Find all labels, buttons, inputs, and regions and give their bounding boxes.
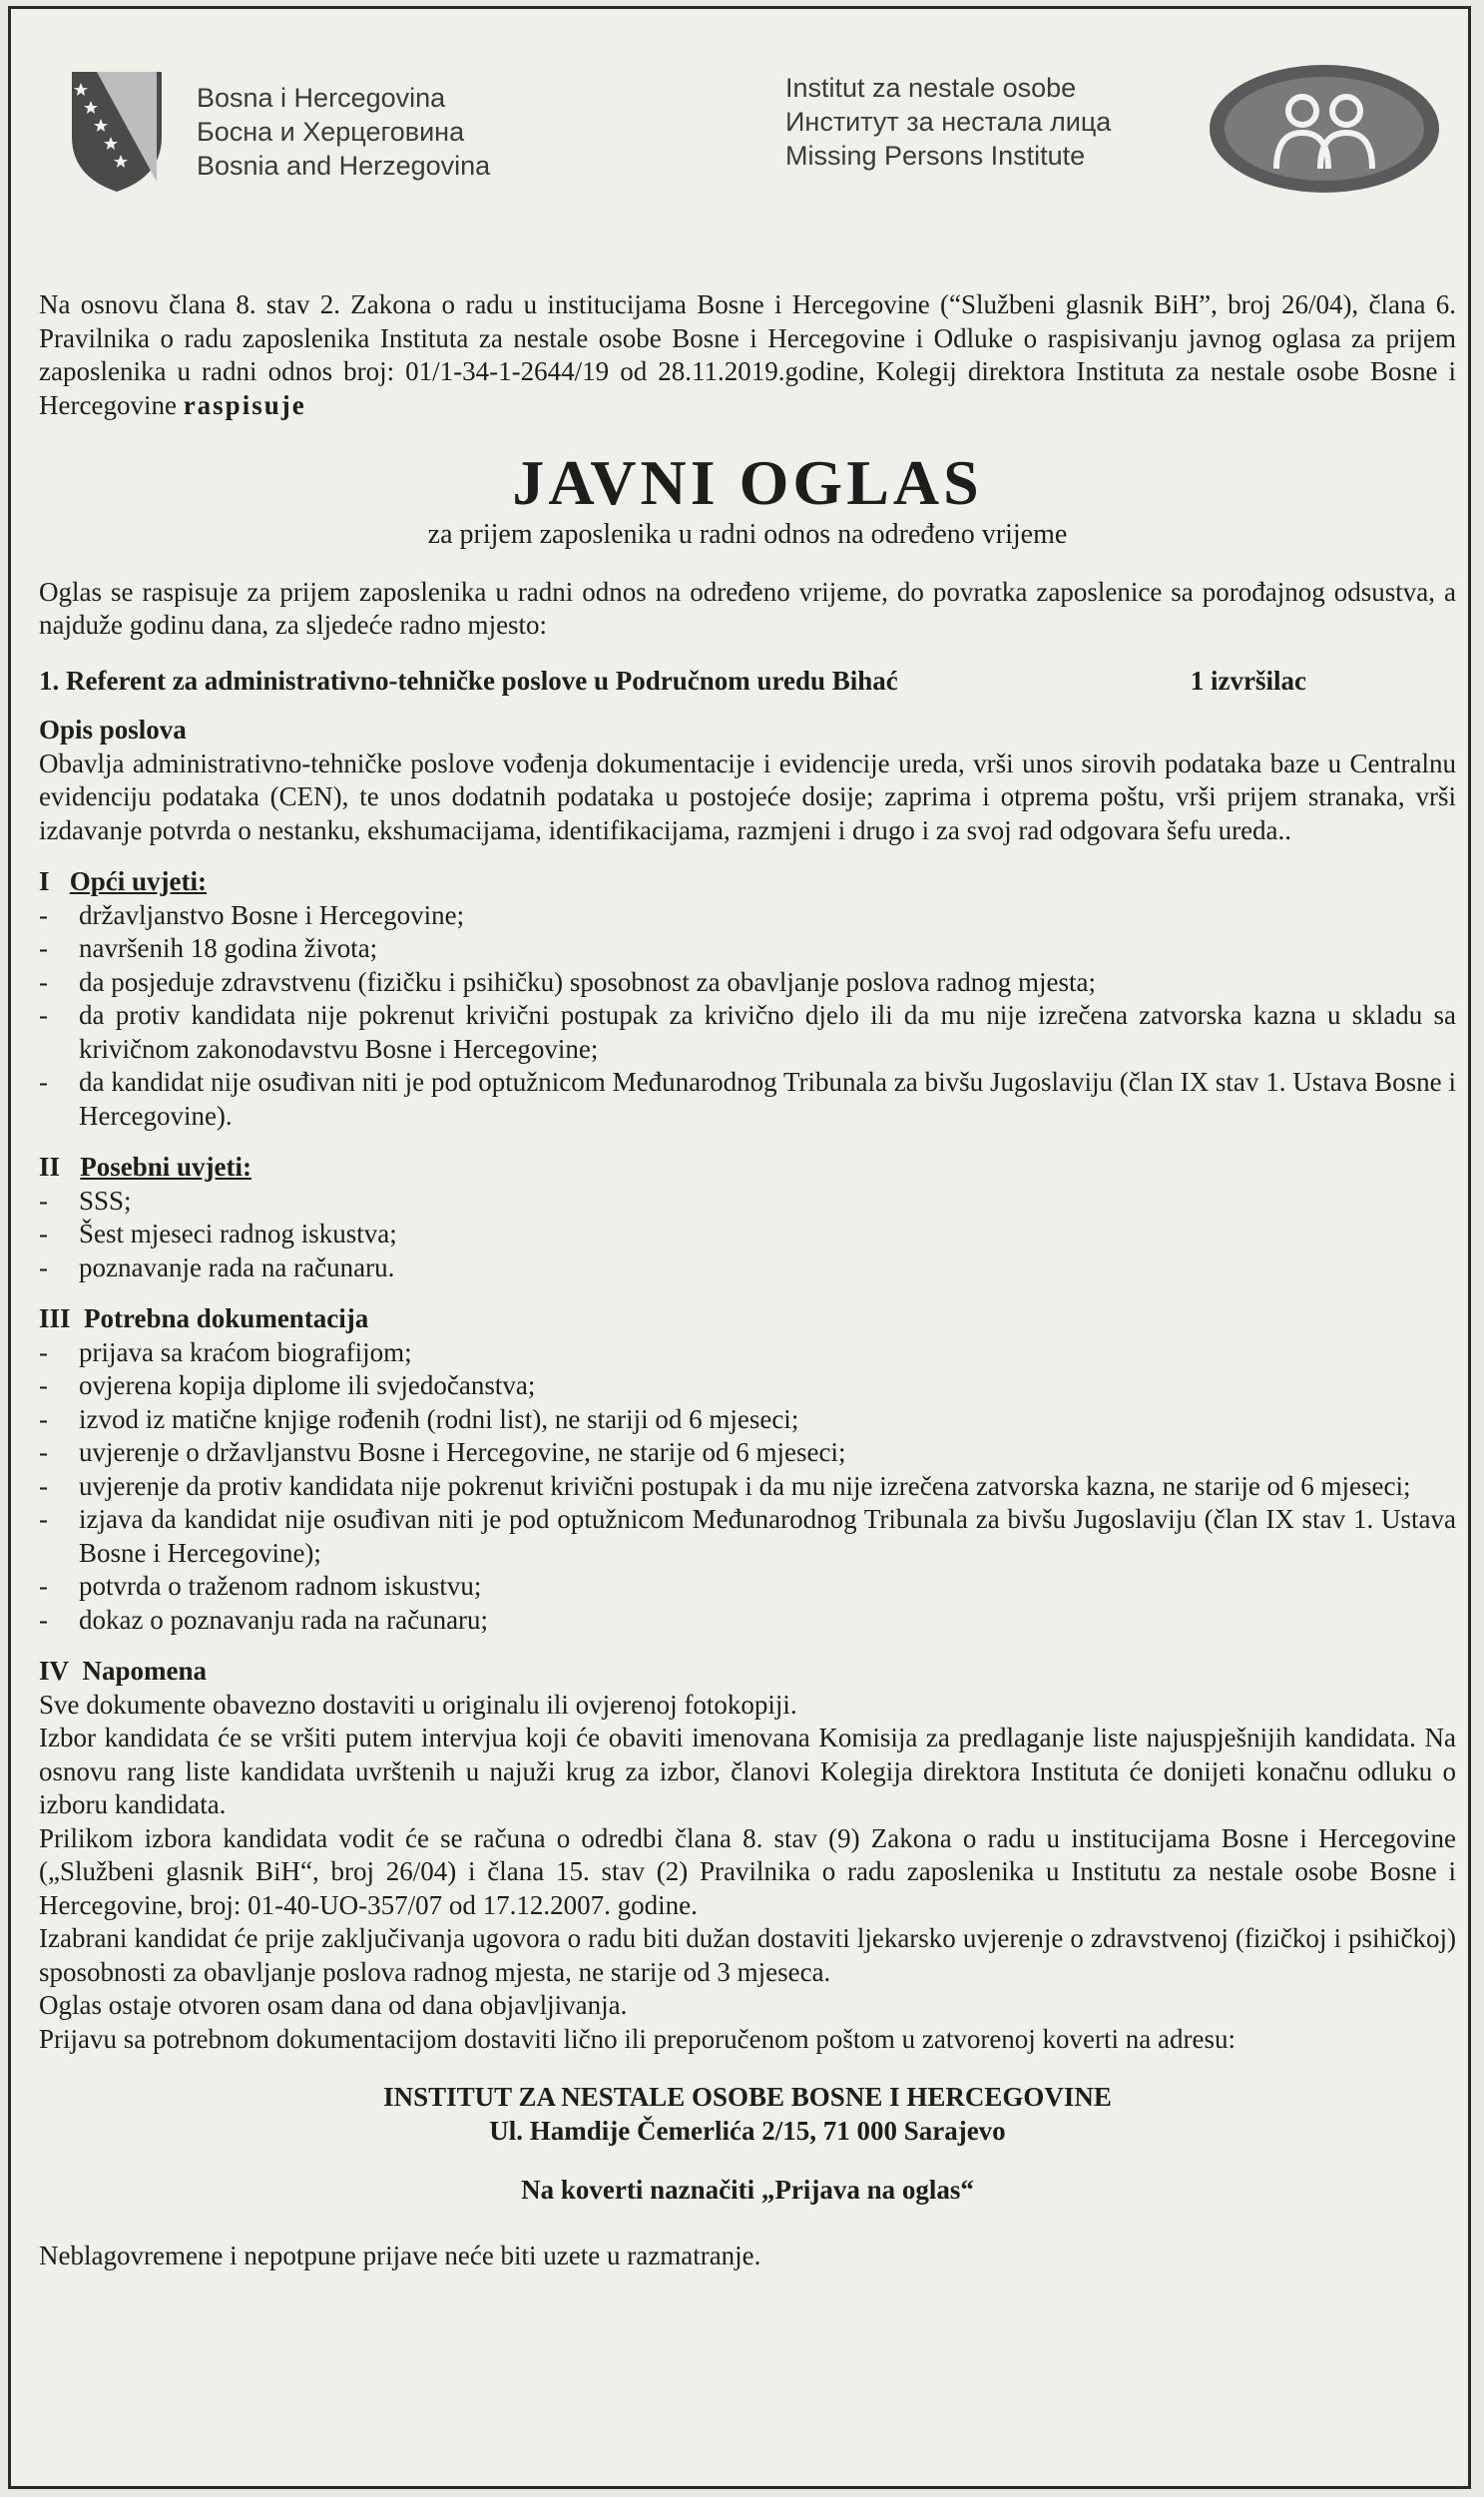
napomena-paragraph: Sve dokumente obavezno dostaviti u originalu ili ovjerenoj fotokopiji.	[39, 1689, 797, 1720]
institute-name-cyrillic: Институт за нестала лица	[785, 107, 1112, 137]
opis-text: Obavlja administrativno-tehničke poslove vođenja dokumentacije i evidencije ureda, vrši unos sirovih podataka baze u Centralnu evidenciju podataka (CEN), te unos dodatnih podataka u postojeće dosije; zaprima i otprema poštu, vrši prijem stranaka, vrši izdavanje potvrda o nestanku, ekshumacijama, identifikacijama, razmjeni i drugo i za svoj rad odgovara šefu ureda..	[39, 748, 1456, 845]
position-row	[39, 665, 1456, 699]
section-3-heading	[39, 1302, 1456, 1336]
napomena-paragraph: Prilikom izbora kandidata vodit će se računa o odredbi člana 8. stav (9) Zakona o radu u institucijama Bosne i Hercegovine („Službeni glasnik BiH“, broj 26/04) i člana 15. stav (2) Pravilnika o radu zaposlenika u Institutu za nestale osobe Bosne i Hercegovine, broj: 01-40-UO-357/07 od 17.12.2007. godine.	[39, 1822, 1456, 1920]
list-item: - uvjerenje o državljanstvu Bosne i Hercegovine, ne starije od 6 mjeseci;	[39, 1436, 1456, 1470]
address-institute: INSTITUT ZA NESTALE OSOBE BOSNE I HERCEGOVINE	[383, 2082, 1112, 2112]
list-item: - Šest mjeseci radnog iskustva;	[39, 1218, 1456, 1251]
section-3-num: III	[39, 1303, 71, 1333]
page-title: JAVNI OGLAS	[512, 447, 983, 518]
address-street: Ul. Hamdije Čemerlića 2/15, 71 000 Sarajevo	[489, 2116, 1006, 2146]
envelope-note: Na koverti naznačiti „Prijava na oglas“	[521, 2175, 974, 2205]
list-item: - potvrda o traženom radnom iskustvu;	[39, 1570, 1456, 1604]
section-2-title: Posebni uvjeti:	[80, 1152, 252, 1182]
list-item: - izvod iz matične knjige rođenih (rodni list), ne stariji od 6 mjeseci;	[39, 1403, 1456, 1437]
section-4-title: Napomena	[82, 1656, 208, 1686]
section-3-list	[39, 1336, 1456, 1638]
institute-name-latin: Institut za nestale osobe	[785, 73, 1077, 103]
institute-logo-icon	[1205, 59, 1444, 199]
napomena-paragraph: Oglas ostaje otvoren osam dana od dana objavljivanja.	[39, 1990, 628, 2020]
section-1-num: I	[39, 866, 50, 896]
opis-heading: Opis poslova	[39, 715, 187, 745]
announcement-body	[39, 288, 1456, 2272]
list-item: - izjava da kandidat nije osuđivan niti je pod optužnicom Međunarodnog Tribunala za bivšu Jugoslaviju (član IX stav 1. Ustava Bosne i Hercegovine);	[39, 1503, 1456, 1570]
final-note: Neblagovremene i nepotpune prijave neće biti uzete u razmatranje.	[39, 2240, 761, 2270]
list-item: - navršenih 18 godina života;	[39, 932, 1456, 966]
page-subtitle: za prijem zaposlenika u radni odnos na određeno vrijeme	[427, 519, 1068, 550]
country-name-cyrillic: Босна и Херцеговина	[197, 117, 465, 147]
napomena-paragraph: Prijavu sa potrebnom dokumentacijom dostaviti lično ili preporučenom poštom u zatvorenoj koverti na adresu:	[39, 2023, 1236, 2054]
section-2-num: II	[39, 1152, 61, 1182]
list-item: - dokaz o poznavanju rada na računaru;	[39, 1604, 1456, 1638]
lead-paragraph: Oglas se raspisuje za prijem zaposlenika u radni odnos na određeno vrijeme, do povratka zaposlenice sa porođajnog odsustva, a najduže godinu dana, za sljedeće radno mjesto:	[39, 576, 1456, 640]
list-item: - ovjerena kopija diplome ili svjedočanstva;	[39, 1369, 1456, 1403]
list-item: - uvjerenje da protiv kandidata nije pokrenut krivični postupak i da mu nije izrečena zatvorska kazna, ne starije od 6 mjeseci;	[39, 1470, 1456, 1504]
section-3-title: Potrebna dokumentacija	[84, 1303, 369, 1333]
list-item: - poznavanje rada na računaru.	[39, 1251, 1456, 1285]
bih-coat-of-arms-icon	[67, 67, 167, 197]
country-name-latin: Bosna i Hercegovina	[197, 83, 446, 113]
list-item: - da posjeduje zdravstvenu (fizičku i psihičku) sposobnost za obavljanje poslova radnog mjesta;	[39, 966, 1456, 1000]
position-title: 1. Referent za administrativno-tehničke poslove u Područnom uredu Bihać	[39, 665, 898, 696]
list-item: - državljanstvo Bosne i Hercegovine;	[39, 899, 1456, 933]
section-2-list	[39, 1185, 1456, 1285]
intro-verb: raspisuje	[183, 389, 306, 420]
position-count: 1 izvršilac	[1190, 665, 1306, 696]
section-2-heading	[39, 1151, 1456, 1185]
list-item: - SSS;	[39, 1185, 1456, 1219]
intro-paragraph	[39, 288, 1456, 422]
section-4-heading	[39, 1655, 1456, 1689]
list-item: - prijava sa kraćom biografijom;	[39, 1336, 1456, 1370]
napomena-paragraph: Izbor kandidata će se vršiti putem intervjua koji će obaviti imenovana Komisija za predlaganje liste najuspješnijih kandidata. Na osnovu rang liste kandidata uvrštenih u najuži krug za izbor, članovi Kolegija direktora Instituta će donijeti konačnu odluku o izboru kandidata.	[39, 1723, 1456, 1819]
section-1-title: Opći uvjeti:	[69, 866, 207, 896]
institute-names	[785, 71, 1111, 173]
country-name-english: Bosnia and Herzegovina	[197, 151, 491, 181]
institute-name-english: Missing Persons Institute	[785, 141, 1086, 171]
country-names	[197, 81, 490, 183]
section-4-num: IV	[39, 1656, 70, 1686]
intro-text: Na osnovu člana 8. stav 2. Zakona o radu u institucijama Bosne i Hercegovine (“Službeni glasnik BiH”, broj 26/04), člana 6. Pravilnika o radu zaposlenika Instituta za nestale osobe Bosne i Hercegovine i Odluke o raspisivanju javnog oglasa za prijem zaposlenika u radni odnos broj: 01/1-34-1-2644/19 od 28.11.2019.godine, Kolegij direktora Instituta za nestale osobe Bosne i Hercegovine	[39, 289, 1456, 420]
announcement-frame	[8, 6, 1471, 2489]
napomena-paragraph: Izabrani kandidat će prije zaključivanja ugovora o radu biti dužan dostaviti ljekarsko uvjerenje o zdravstvenoj (fizičkoj i psihičkoj) sposobnosti za obavljanje poslova radnog mjesta, ne starije od 3 mjeseca.	[39, 1923, 1456, 1987]
address-block	[39, 2080, 1456, 2148]
section-1-heading	[39, 865, 1456, 899]
list-item: - da kandidat nije osuđivan niti je pod optužnicom Međunarodnog Tribunala za bivšu Jugoslaviju (član IX stav 1. Ustava Bosne i Hercegovine).	[39, 1066, 1456, 1133]
section-1-list	[39, 899, 1456, 1134]
list-item: - da protiv kandidata nije pokrenut krivični postupak za krivično djelo ili da mu nije izrečena zatvorska kazna u skladu sa krivičnom zakonodavstvu Bosne i Hercegovine;	[39, 999, 1456, 1066]
header	[27, 19, 1452, 219]
